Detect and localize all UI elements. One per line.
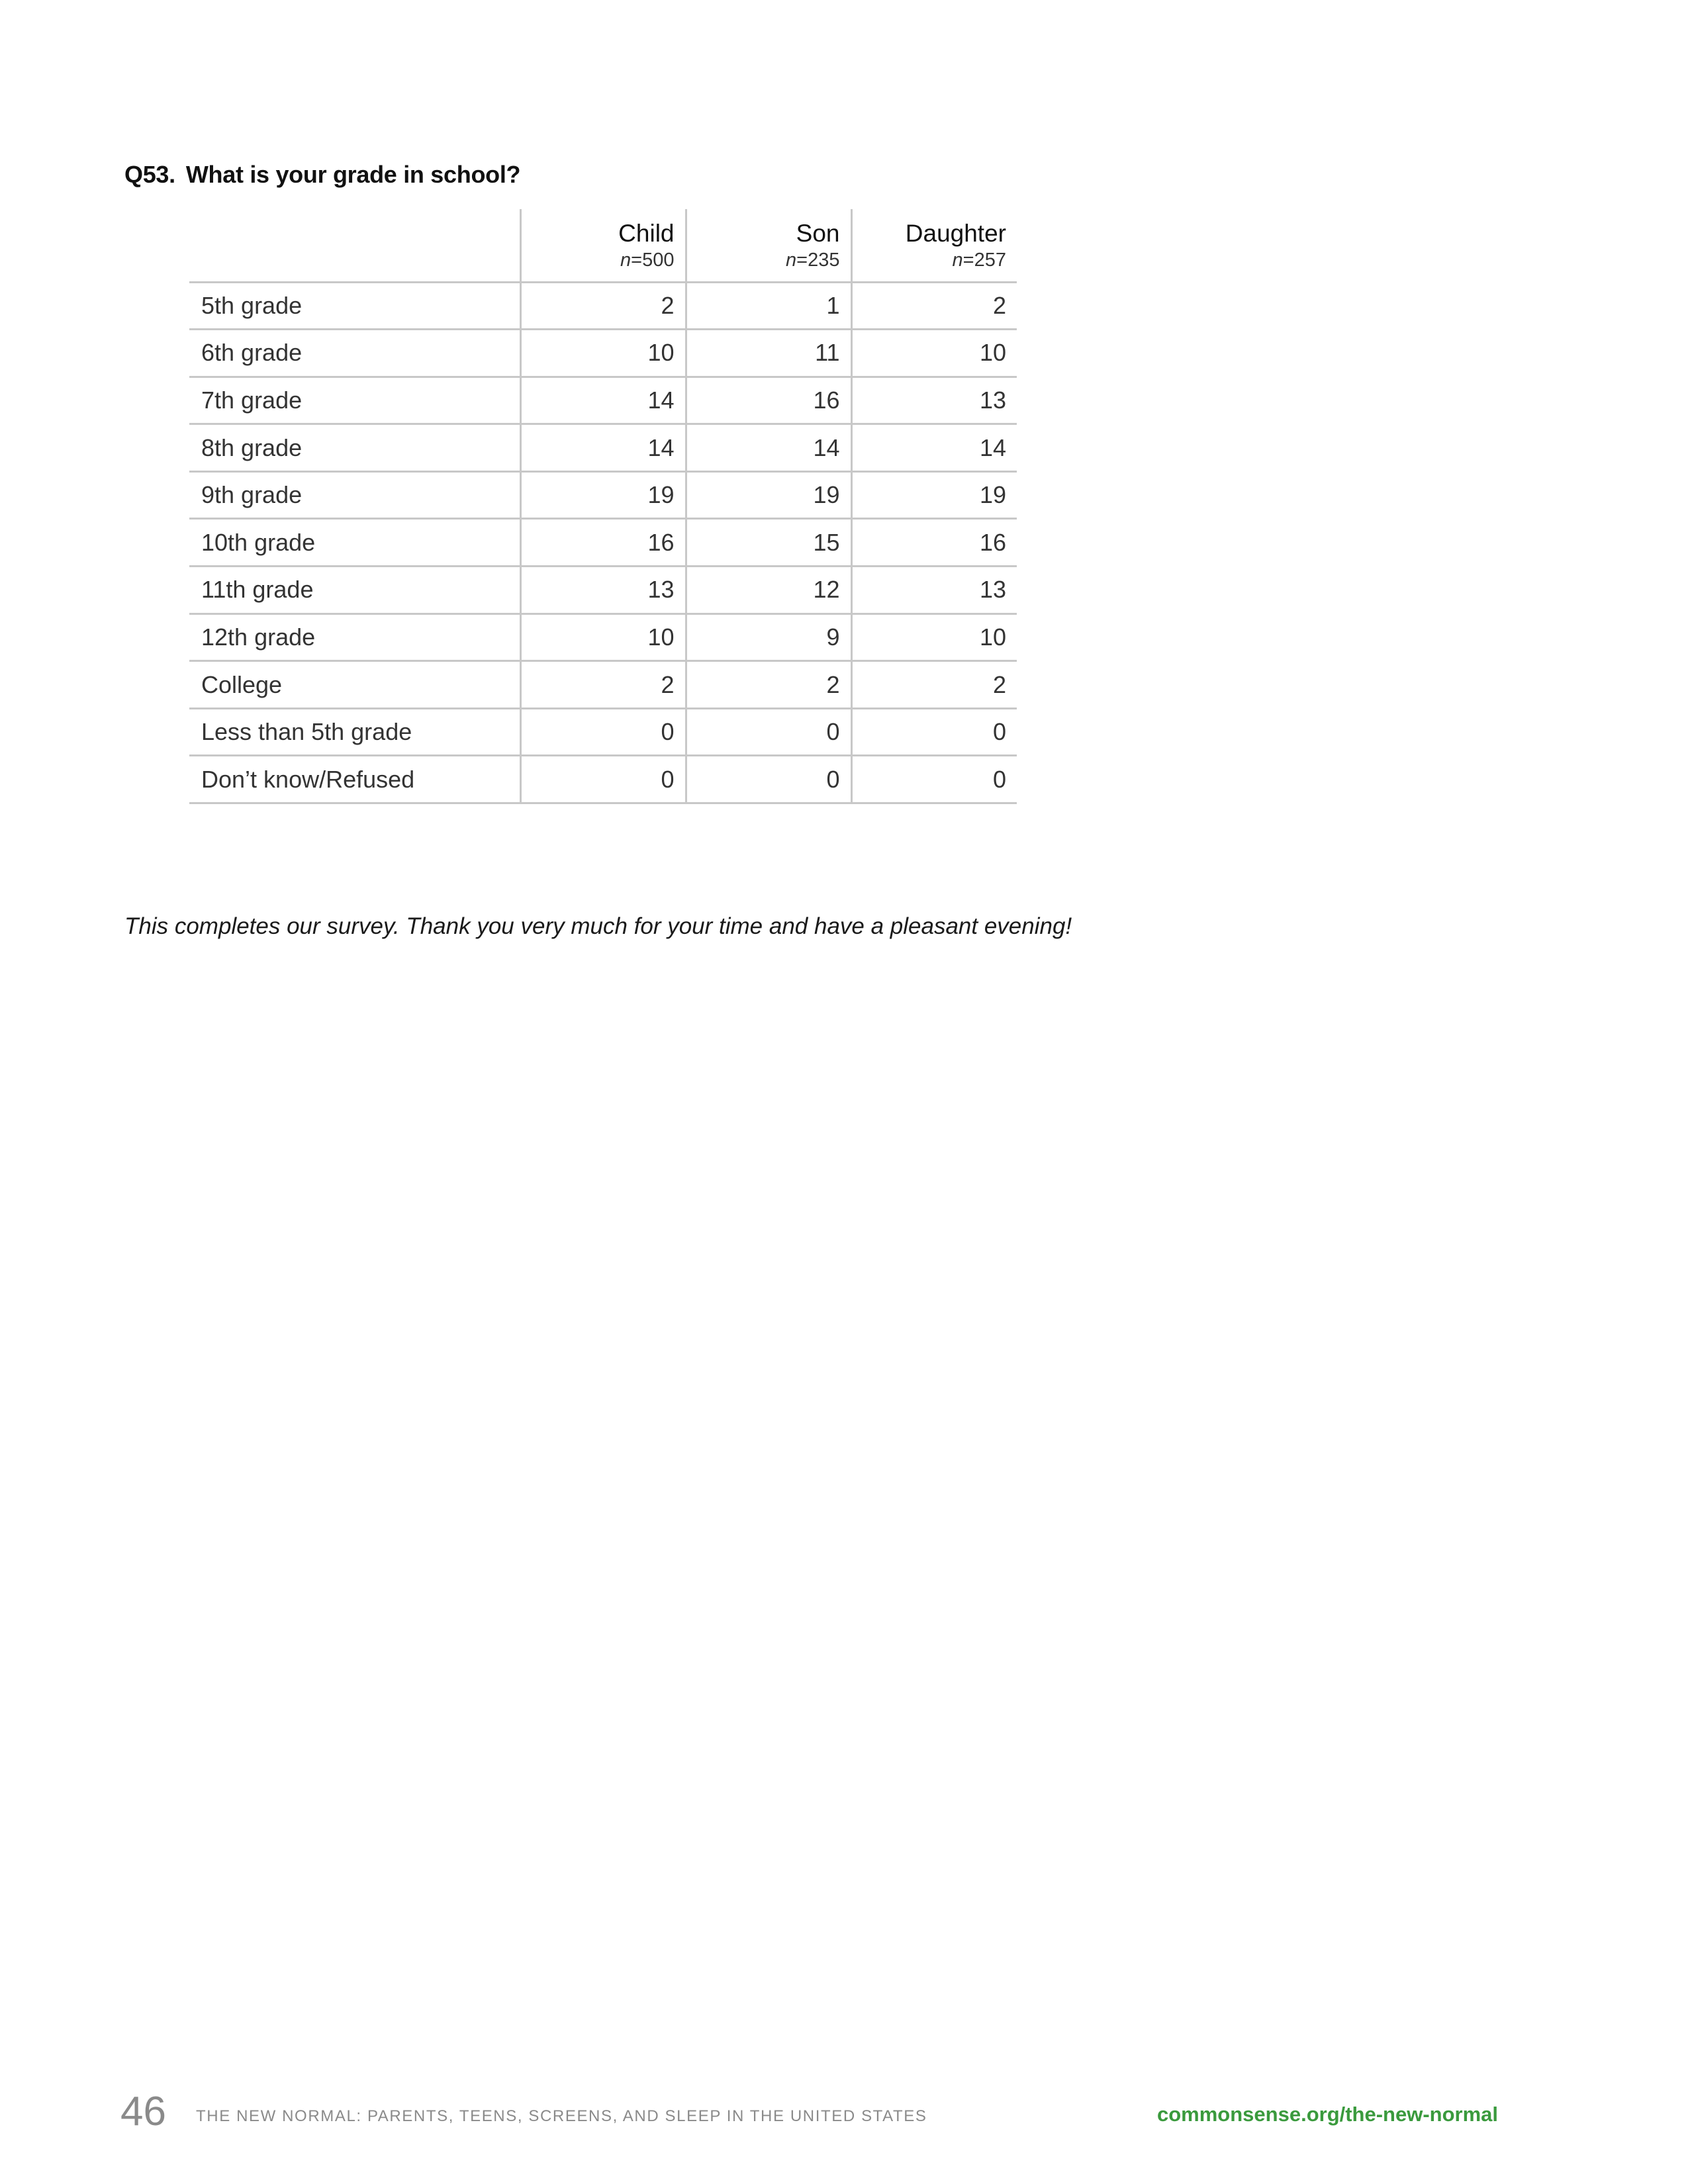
column-name: Daughter <box>905 220 1006 247</box>
cell-child: 2 <box>520 282 686 330</box>
header-blank-cell <box>189 209 520 282</box>
table-row <box>189 377 1017 424</box>
cell-daughter: 16 <box>851 519 1017 567</box>
table-row <box>189 614 1017 661</box>
table-row <box>189 519 1017 567</box>
footer-report-title: THE NEW NORMAL: PARENTS, TEENS, SCREENS, AND SLEEP IN THE UNITED STATES <box>196 2107 927 2125</box>
cell-son: 12 <box>686 567 851 614</box>
row-label: Less than 5th grade <box>189 708 520 756</box>
cell-child: 2 <box>520 661 686 709</box>
column-sample-size: n=500 <box>620 250 675 271</box>
table-header-row <box>189 209 1017 282</box>
cell-daughter: 13 <box>851 567 1017 614</box>
row-label: Don’t know/Refused <box>189 756 520 803</box>
cell-child: 13 <box>520 567 686 614</box>
cell-son: 15 <box>686 519 851 567</box>
table-row <box>189 661 1017 709</box>
row-label: 7th grade <box>189 377 520 424</box>
cell-son: 1 <box>686 282 851 330</box>
row-label: 5th grade <box>189 282 520 330</box>
column-header-son <box>686 209 851 282</box>
cell-child: 14 <box>520 377 686 424</box>
cell-daughter: 19 <box>851 471 1017 519</box>
row-label: 6th grade <box>189 330 520 377</box>
cell-child: 19 <box>520 471 686 519</box>
row-label: 8th grade <box>189 424 520 472</box>
question-heading <box>124 161 520 189</box>
cell-daughter: 2 <box>851 661 1017 709</box>
column-name: Child <box>618 220 675 247</box>
cell-child: 10 <box>520 330 686 377</box>
cell-child: 0 <box>520 708 686 756</box>
cell-daughter: 0 <box>851 708 1017 756</box>
table-row <box>189 424 1017 472</box>
cell-daughter: 0 <box>851 756 1017 803</box>
cell-son: 11 <box>686 330 851 377</box>
column-header-daughter <box>851 209 1017 282</box>
row-label: 12th grade <box>189 614 520 661</box>
footer-url-link[interactable]: commonsense.org/the-new-normal <box>1157 2103 1499 2126</box>
page-number: 46 <box>120 2089 166 2134</box>
cell-son: 0 <box>686 708 851 756</box>
cell-daughter: 10 <box>851 330 1017 377</box>
row-label: 9th grade <box>189 471 520 519</box>
cell-child: 14 <box>520 424 686 472</box>
table-row <box>189 282 1017 330</box>
table-row <box>189 471 1017 519</box>
cell-child: 10 <box>520 614 686 661</box>
cell-daughter: 14 <box>851 424 1017 472</box>
column-header-child <box>520 209 686 282</box>
cell-son: 0 <box>686 756 851 803</box>
row-label: 11th grade <box>189 567 520 614</box>
cell-daughter: 13 <box>851 377 1017 424</box>
row-label: 10th grade <box>189 519 520 567</box>
column-sample-size: n=235 <box>786 250 840 271</box>
table-row <box>189 330 1017 377</box>
column-sample-size: n=257 <box>952 250 1006 271</box>
cell-son: 9 <box>686 614 851 661</box>
cell-child: 16 <box>520 519 686 567</box>
row-label: College <box>189 661 520 709</box>
table-row <box>189 567 1017 614</box>
question-number: Q53. <box>124 161 175 188</box>
cell-son: 19 <box>686 471 851 519</box>
cell-daughter: 10 <box>851 614 1017 661</box>
cell-daughter: 2 <box>851 282 1017 330</box>
cell-child: 0 <box>520 756 686 803</box>
table-row <box>189 756 1017 803</box>
cell-son: 2 <box>686 661 851 709</box>
closing-statement: This completes our survey. Thank you very much for your time and have a pleasant evening! <box>124 913 1072 939</box>
column-name: Son <box>796 220 840 247</box>
question-text: What is your grade in school? <box>185 161 521 188</box>
cell-son: 14 <box>686 424 851 472</box>
table-row <box>189 708 1017 756</box>
cell-son: 16 <box>686 377 851 424</box>
results-table <box>189 209 1017 804</box>
